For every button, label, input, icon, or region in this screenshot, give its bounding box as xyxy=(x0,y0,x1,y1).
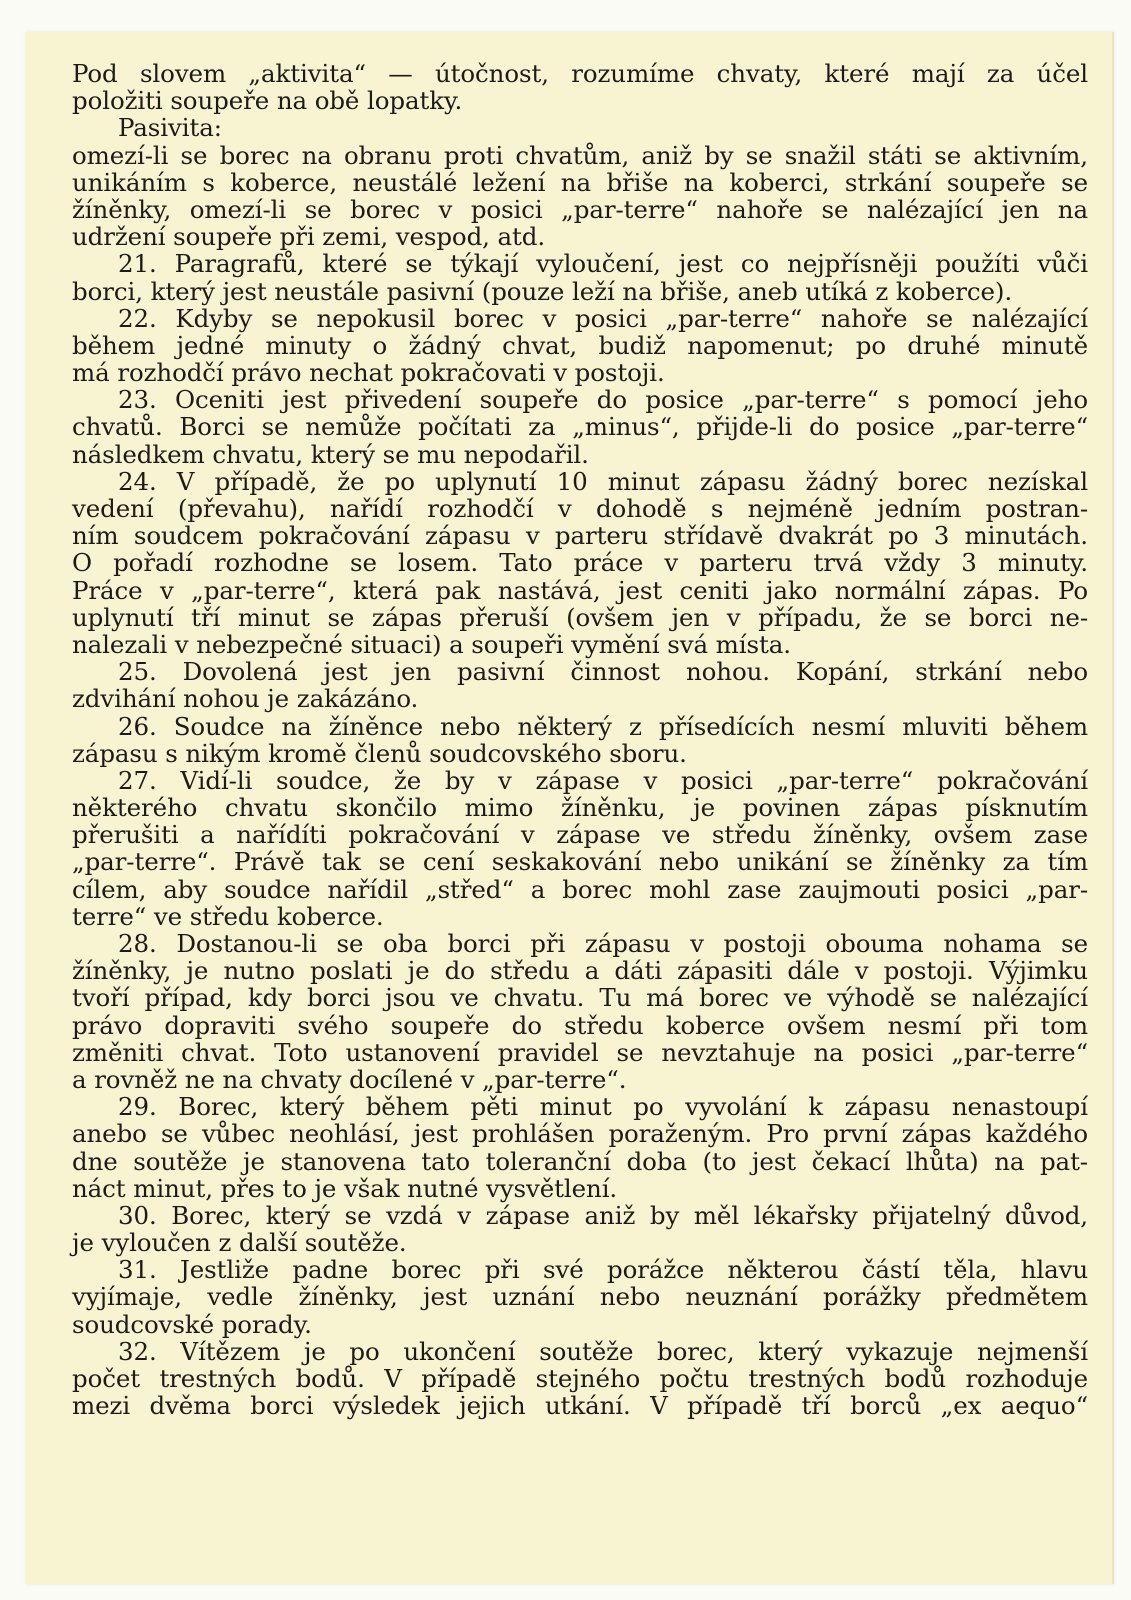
text-line: 27. Vidí-li soudce, že by v zápase v posici „par-terre“ pokračování xyxy=(118,765,1088,795)
text-line: nalezali v nebezpečné situaci) a soupeři vymění svá místa. xyxy=(72,629,791,659)
text-line: zápasu s nikým kromě členů soudcovského sboru. xyxy=(72,738,687,768)
text-line: 21. Paragrafů, které se týkají vyloučení, jest co nejpřísněji použíti vůči xyxy=(118,249,1088,279)
text-line: 32. Vítězem je po ukončení soutěže borec, který vykazuje nejmenší xyxy=(118,1336,1088,1366)
text-line: je vyloučen z další soutěže. xyxy=(72,1228,407,1258)
text-line: vyjímaje, vedle žíněnky, jest uznání nebo neuznání porážky předmětem xyxy=(72,1282,1088,1312)
text-line: 31. Jestliže padne borec při své porážce některou částí těla, hlavu xyxy=(118,1255,1088,1285)
text-line: přerušiti a nařídíti pokračování v zápase ve středu žíněnky, ovšem zase xyxy=(72,820,1088,850)
text-line: O pořadí rozhodne se losem. Tato práce v parteru trvá vždy 3 minuty. xyxy=(72,548,1088,578)
text-line: 24. V případě, že po uplynutí 10 minut zápasu žádný borec nezískal xyxy=(118,466,1088,496)
text-line: některého chvatu skončilo mimo žíněnku, je povinen zápas písknutím xyxy=(72,793,1088,823)
text-line: právo dopraviti svého soupeře do středu koberce ovšem nesmí při tom xyxy=(72,1010,1088,1040)
text-line: 29. Borec, který během pěti minut po vyvolání k zápasu nenastoupí xyxy=(118,1092,1088,1122)
text-line: položiti soupeře na obě lopatky. xyxy=(72,86,463,116)
text-line: žíněnky, omezí-li se borec v posici „par-terre“ nahoře se nalézající jen na xyxy=(72,194,1088,224)
text-line: během jedné minuty o žádný chvat, budiž napomenut; po druhé minutě xyxy=(72,330,1088,360)
text-line: chvatů. Borci se nemůže počítati za „minus“, přijde-li do posice „par-terre“ xyxy=(72,412,1088,442)
text-line: ním soudcem pokračování zápasu v parteru střídavě dvakrát po 3 minutách. xyxy=(72,521,1088,551)
text-line: žíněnky, je nutno poslati je do středu a dáti zápasiti dále v postoji. Výjimku xyxy=(72,956,1088,986)
text-line: počet trestných bodů. V případě stejného počtu trestných bodů rozhoduje xyxy=(72,1364,1088,1393)
text-line: mezi dvěma borci výsledek jejich utkání. V případě tří borců „ex aequo“ xyxy=(72,1391,1088,1421)
text-line: „par-terre“. Právě tak se cení seskakování nebo unikání se žíněnky za tím xyxy=(72,847,1088,877)
text-line: omezí-li se borec na obranu proti chvatům, aniž by se snažil státi se aktivním, xyxy=(72,140,1088,170)
text-line: 23. Oceniti jest přivedení soupeře do posice „par-terre“ s pomocí jeho xyxy=(118,385,1088,415)
text-line: Pod slovem „aktivita“ — útočnost, rozumíme chvaty, které mají za účel xyxy=(72,59,1088,88)
text-line: borci, který jest neustále pasivní (pouze leží na břiše, aneb utíká z koberce). xyxy=(72,276,1013,306)
text-line: unikáním s koberce, neustálé ležení na břiše na koberci, strkání soupeře se xyxy=(72,167,1088,197)
text-line: tvoří případ, kdy borci jsou ve chvatu. Tu má borec ve výhodě se nalézající xyxy=(72,983,1088,1013)
text-line: následkem chvatu, který se mu nepodařil. xyxy=(72,439,589,469)
text-line: 30. Borec, který se vzdá v zápase aniž by měl lékařsky přijatelný důvod, xyxy=(118,1200,1088,1230)
text-line: má rozhodčí právo nechat pokračovati v postoji. xyxy=(72,358,665,388)
text-line: anebo se vůbec neohlásí, jest prohlášen poraženým. Pro první zápas každého xyxy=(72,1119,1088,1149)
text-line: zdvihání nohou je zakázáno. xyxy=(72,684,419,714)
text-line: uplynutí tří minut se zápas přeruší (ovšem jen v případu, že se borci ne- xyxy=(72,602,1088,632)
text-line: 26. Soudce na žíněnce nebo některý z přísedících nesmí mluviti během xyxy=(118,711,1088,741)
text-line: náct minut, přes to je však nutné vysvětlení. xyxy=(72,1173,618,1203)
text-line: soudcovské porady. xyxy=(72,1309,312,1339)
text-line: 22. Kdyby se nepokusil borec v posici „par-terre“ nahoře se nalézající xyxy=(118,303,1088,333)
text-line: cílem, aby soudce nařídil „střed“ a borec mohl zase zaujmouti posici „par- xyxy=(72,874,1088,904)
document-text xyxy=(72,60,1088,1419)
text-line: Práce v „par-terre“, která pak nastává, jest ceniti jako normální zápas. Po xyxy=(72,575,1088,605)
text-line: Pasivita: xyxy=(118,113,222,143)
document-page xyxy=(26,32,1114,1584)
text-line: a rovněž ne na chvaty docílené v „par-terre“. xyxy=(72,1064,627,1094)
text-line: změniti chvat. Toto ustanovení pravidel se nevztahuje na posici „par-terre“ xyxy=(72,1037,1088,1067)
text-line: 25. Dovolená jest jen pasivní činnost nohou. Kopání, strkání nebo xyxy=(118,657,1088,687)
page-edge xyxy=(1112,32,1114,1584)
text-line: udržení soupeře při zemi, vespod, atd. xyxy=(72,222,546,252)
text-line: terre“ ve středu koberce. xyxy=(72,901,384,931)
text-line: 28. Dostanou-li se oba borci při zápasu v postoji obouma nohama se xyxy=(118,929,1088,958)
text-line: vedení (převahu), nařídí rozhodčí v dohodě s nejméně jedním postran- xyxy=(72,494,1088,523)
text-line: dne soutěže je stanovena tato toleranční doba (to jest čekací lhůta) na pat- xyxy=(72,1146,1088,1176)
